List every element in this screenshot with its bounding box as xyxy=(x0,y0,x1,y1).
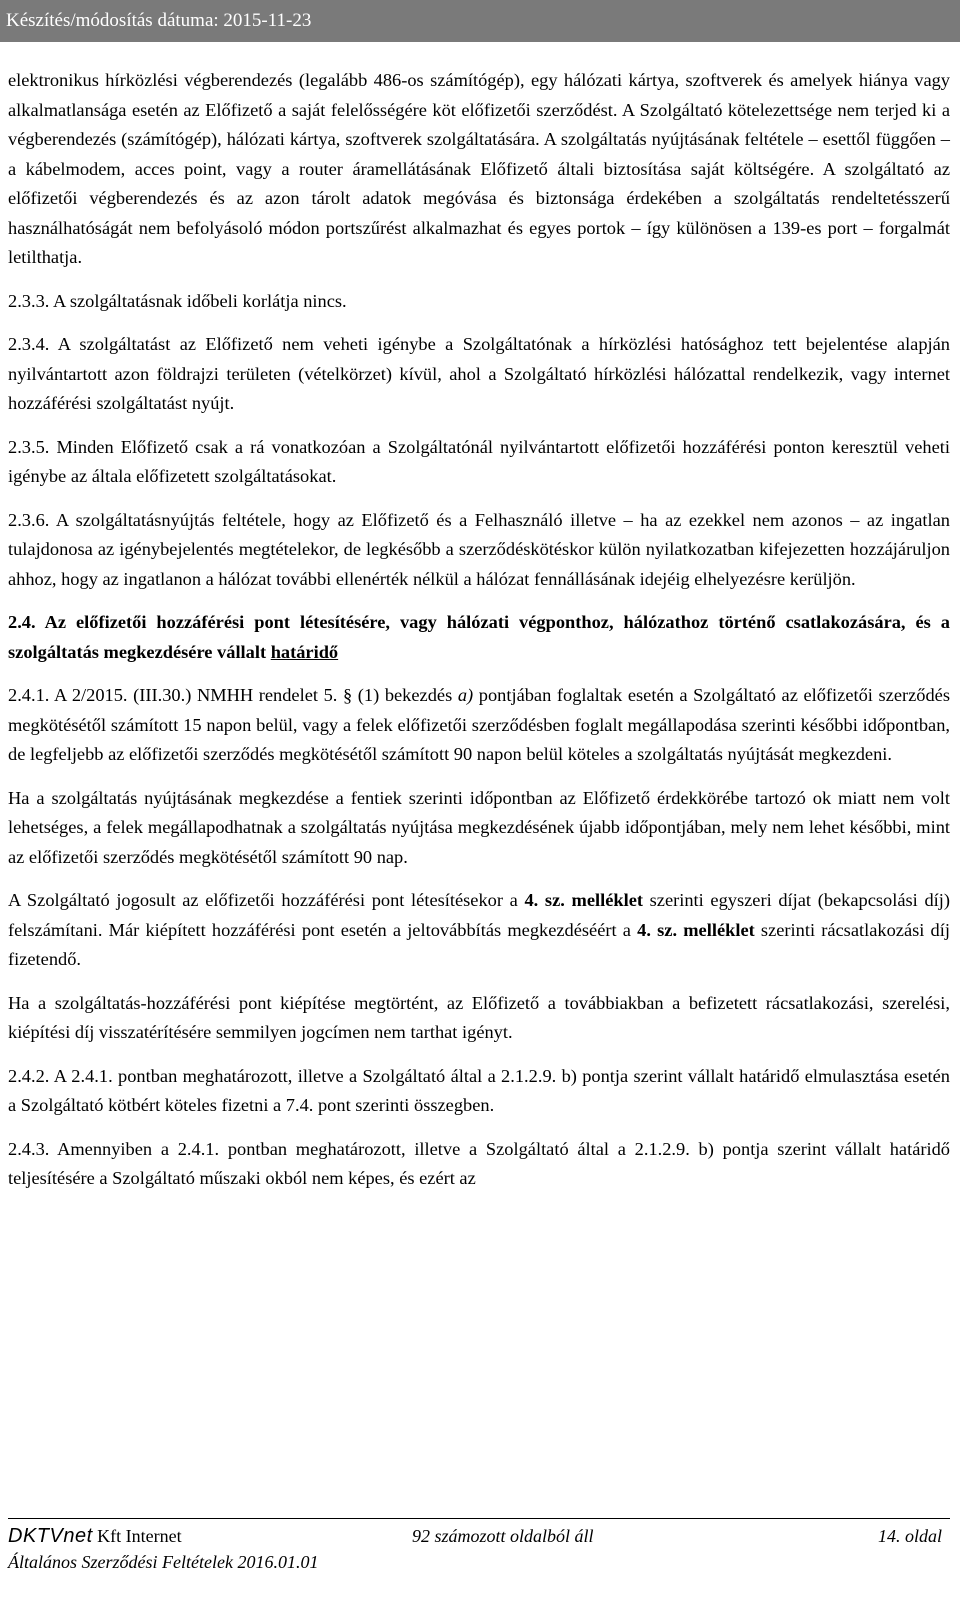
paragraph: 2.3.4. A szolgáltatást az Előfizető nem veheti igénybe a Szolgáltatónak a hírközlési hatósághoz tett bejelentése alapján nyilvántartott azon földrajzi területen (vételkörzet) kívül, ahol a Szolgáltató hírközlési hálózattal rendelkezik, vagy internet hozzáférési szolgáltatást nyújt. xyxy=(8,334,950,413)
paragraph-text: szerinti rácsatlakozási díj fizetendő. xyxy=(8,919,950,969)
document-title: Általános Szerződési Feltételek 2016.01.01 xyxy=(8,1552,319,1572)
page-count-note: 92 számozott oldalból áll xyxy=(412,1526,594,1546)
paragraph: 2.3.5. Minden Előfizető csak a rá vonatkozóan a Szolgáltatónál nyilvántartott előfizetői hozzáférési ponton keresztül veheti igénybe az általa előfizetett szolgáltatásokat. xyxy=(8,436,950,486)
footer-divider xyxy=(8,1518,950,1519)
paragraph xyxy=(8,886,950,975)
section-heading xyxy=(8,608,950,667)
annex-reference: 4. sz. melléklet xyxy=(637,919,755,940)
modification-date: Készítés/módosítás dátuma: 2015-11-23 xyxy=(6,10,312,31)
paragraph: Ha a szolgáltatás nyújtásának megkezdése a fentiek szerinti időpontban az Előfizető érdekkörébe tartozó ok miatt nem volt lehetséges, a felek megállapodhatnak a szolgáltatás nyújtása megkezdésének újabb időpontjában, mely nem lehet későbbi, mint az előfizetői szerződés megkötésétől számított 90 nap. xyxy=(8,787,950,867)
paragraph xyxy=(8,66,950,273)
paragraph xyxy=(8,681,950,770)
paragraph-text: pontjában foglaltak esetén a Szolgáltató az előfizetői szerződés megkötésétől számított 15 napon belül, vagy a felek előfizetői szerződésben foglalt megállapodása szerinti későbbi időpontban, de legfeljebb az előfizetői szerződés megkötésétől számított 90 napon belül köteles a szolgáltatás nyújtását megkezdeni. xyxy=(8,685,950,764)
paragraph: 2.3.6. A szolgáltatásnyújtás feltétele, hogy az Előfizető és a Felhasználó illetve – ha az ezekkel nem azonos – az ingatlan tulajdonosa az igénybejelentés megtételekor, de legkésőbb a szerződéskötéskor külön nyilatkozatban kifejezetten hozzájáruljon ahhoz, hogy az ingatlanon a hálózat további ellenérték nélkül a hálózat fennállásának idejéig elhelyezésre kerüljön. xyxy=(8,509,950,589)
paragraph-text: A Szolgáltató jogosult az előfizetői hozzáférési pont létesítésekor a xyxy=(8,890,525,910)
annex-reference: 4. sz. melléklet xyxy=(524,890,643,910)
page-header xyxy=(0,0,960,42)
paragraph-text: 2.4.1. A 2/2015. (III.30.) NMHH rendelet 5. § (1) bekezdés xyxy=(8,685,458,705)
footer-row xyxy=(8,1550,950,1576)
italic-letter: a) xyxy=(457,685,474,705)
paragraph: Ha a szolgáltatás-hozzáférési pont kiépítése megtörtént, az Előfizető a továbbiakban a befizetett rácsatlakozási, szerelési, kiépítési díj visszatérítésére semmilyen jogcímen nem tarthat igényt. xyxy=(8,992,950,1042)
paragraph: 2.3.3. A szolgáltatásnak időbeli korlátja nincs. xyxy=(8,290,347,311)
page-footer xyxy=(8,1524,950,1576)
brand-logo-text: DKTVnet xyxy=(8,1525,93,1547)
paragraph: 2.4.2. A 2.4.1. pontban meghatározott, illetve a Szolgáltató által a 2.1.2.9. b) pontja szerint vállalt határidő elmulasztása esetén a Szolgáltató kötbért köteles fizetni a 7.4. pont szerinti összegben. xyxy=(8,1065,950,1115)
company-name: Kft Internet xyxy=(97,1526,182,1546)
document-body xyxy=(8,66,950,1208)
page-number: 14. oldal xyxy=(877,1526,942,1546)
section-title: Az előfizetői hozzáférési pont létesítésére, vagy hálózati végponthoz, hálózathoz történő csatlakozására, és a szolgáltatás megkezdésére vállalt xyxy=(8,612,951,662)
section-number: 2.4. xyxy=(8,612,45,632)
section-title-underlined-tail: határidő xyxy=(270,641,339,662)
footer-row xyxy=(8,1524,950,1550)
paragraph: 2.4.3. Amennyiben a 2.4.1. pontban meghatározott, illetve a Szolgáltató által a 2.1.2.9. b) pontja szerint vállalt határidő teljesítésére a Szolgáltató műszaki okból nem képes, és ezért az xyxy=(8,1138,950,1188)
paragraph-text: szerinti egyszeri díjat (bekapcsolási díj) felszámítani. Már kiépített hozzáférési pont esetén a jeltovábbítás megkezdéséért a xyxy=(8,890,950,940)
paragraph-text: elektronikus hírközlési végberendezés (legalább 486-os számítógép), egy hálózati kártya, szoftverek és amelyek hiánya vagy alkalmatlansága esetén az Előfizető a saját felelősségére köt előfizetői szerződést. A Szolgáltató kötelezettsége nem terjed ki a végberendezés (számítógép), hálózati kártya, szoftverek szolgáltatására. A szolgáltatás nyújtásának feltétele – esettől függően – a kábelmodem, acces point, vagy a router áramellátásának Előfizető általi biztosítása saját költségére. A szolgáltató az előfizetői végberendezés és az azon tárolt adatok megóvása és biztonsága érdekében a szolgáltatás rendeltetésszerű használhatóságát nem befolyásoló módon portszűrést alkalmazhat és egyes portok – így különösen a 139-es port – forgalmát letilthatja. xyxy=(8,70,950,267)
